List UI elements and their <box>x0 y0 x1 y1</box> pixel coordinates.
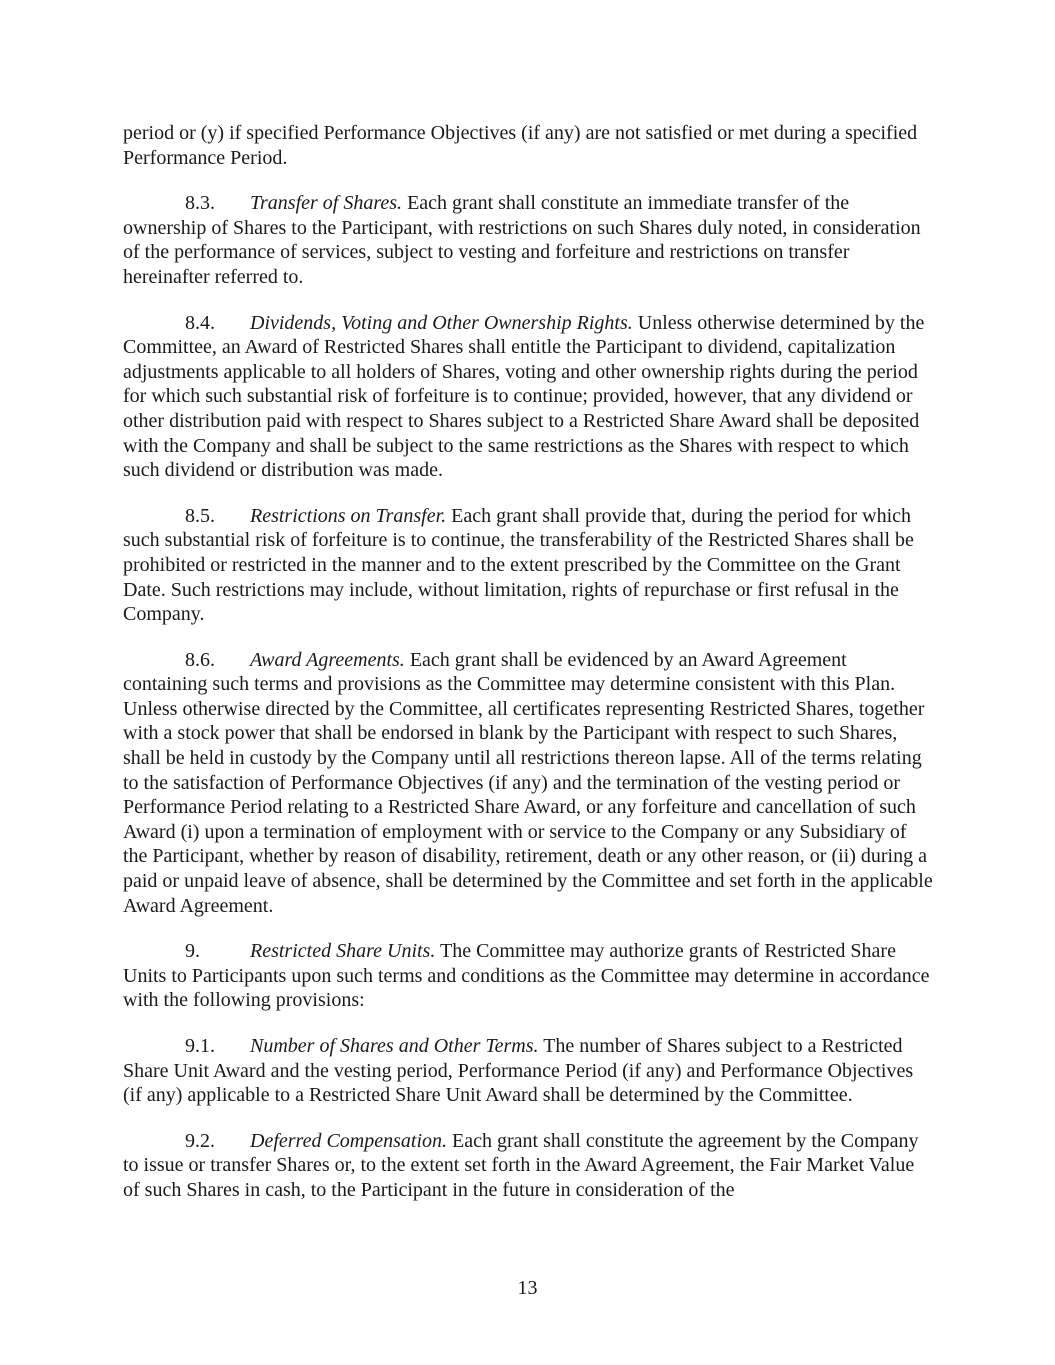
section-9-1-title: Number of Shares and Other Terms. <box>250 1035 539 1057</box>
section-8-6-number: 8.6. <box>185 648 215 671</box>
section-9-2-body: Each grant shall constitute the agreement by the Company to issue or transfer Shares or, to the extent set forth in the Award Agreement, the Fair Market Value of such Shares in cash, to the Participant in the future in consideration of the <box>123 1129 919 1201</box>
section-8-5-body: Each grant shall provide that, during the period for which such substantial risk of forfeiture is to continue, the transferability of the Restricted Shares shall be prohibited or restricted in the manner and to the extent prescribed by the Committee on the Grant Date. Such restrictions may include, without limitation, rights of repurchase or first refusal in the Company. <box>123 504 914 626</box>
section-8-4-title: Dividends, Voting and Other Ownership Rights. <box>250 311 633 334</box>
section-9-1-number: 9.1. <box>185 1035 215 1057</box>
section-8-3-title: Transfer of Shares. <box>250 192 403 215</box>
section-8-3-body: Each grant shall constitute an immediate transfer of the ownership of Shares to the Participant, with restrictions on such Shares duly noted, in consideration of the performance of services, subject to vesting and forfeiture and restrictions on transfer hereinafter referred to. <box>123 192 921 288</box>
section-9-1 <box>123 1034 933 1108</box>
section-9-2-title: Deferred Compensation. <box>250 1129 448 1152</box>
section-8-4-body: Unless otherwise determined by the Committee, an Award of Restricted Shares shall entitle the Participant to dividend, capitalization adjustments applicable to all holders of Shares, voting and other ownership rights during the period for which such substantial risk of forfeiture is to continue; provided, however, that any dividend or other distribution paid with respect to Shares subject to a Restricted Share Award shall be deposited with the Company and shall be subject to the same restrictions as the Shares with respect to which such dividend or distribution was made. <box>123 311 925 482</box>
section-8-3-number: 8.3. <box>185 192 215 215</box>
section-8-4-number: 8.4. <box>185 311 215 334</box>
section-8-3 <box>123 191 933 289</box>
section-8-6-body: Each grant shall be evidenced by an Award Agreement containing such terms and provisions as the Committee may determine consistent with this Plan. Unless otherwise directed by the Committee, all certificates representing Restricted Shares, together with a stock power that shall be endorsed in blank by the Participant with respect to such Shares, shall be held in custody by the Company until all restrictions thereon lapse. All of the terms relating to the satisfaction of Performance Objectives (if any) and the termination of the vesting period or Performance Period relating to a Restricted Share Award, or any forfeiture and cancellation of such Award (i) upon a termination of employment with or service to the Company or any Subsidiary of the Participant, whether by reason of disability, retirement, death or any other reason, or (ii) during a paid or unpaid leave of absence, shall be determined by the Committee and set forth in the applicable Award Agreement. <box>123 648 933 917</box>
paragraph-continuation <box>123 121 933 170</box>
section-9-2-number: 9.2. <box>185 1129 215 1152</box>
section-9-2 <box>123 1129 933 1203</box>
section-9-body: The Committee may authorize grants of Restricted Share Units to Participants upon such terms and conditions as the Committee may determine in accordance with the following provisions: <box>123 940 930 1012</box>
section-9-title: Restricted Share Units. <box>250 940 436 963</box>
section-8-5-number: 8.5. <box>185 504 215 527</box>
section-8-6 <box>123 648 933 919</box>
section-8-4 <box>123 311 933 483</box>
paragraph-continuation-text: period or (y) if specified Performance Objectives (if any) are not satisfied or met during a specified Performance Period. <box>123 122 918 169</box>
section-8-6-title: Award Agreements. <box>250 648 405 671</box>
page-number: 13 <box>517 1277 538 1299</box>
section-8-5-title: Restrictions on Transfer. <box>250 504 447 527</box>
document-body <box>123 121 933 1224</box>
section-9-1-body: The number of Shares subject to a Restricted Share Unit Award and the vesting period, Performance Period (if any) and Performance Objectives (if any) applicable to a Restricted Share Unit Award shall be determined by the Committee. <box>123 1035 914 1107</box>
section-9-number: 9. <box>185 940 200 963</box>
section-9 <box>123 939 933 1013</box>
section-8-5 <box>123 504 933 627</box>
